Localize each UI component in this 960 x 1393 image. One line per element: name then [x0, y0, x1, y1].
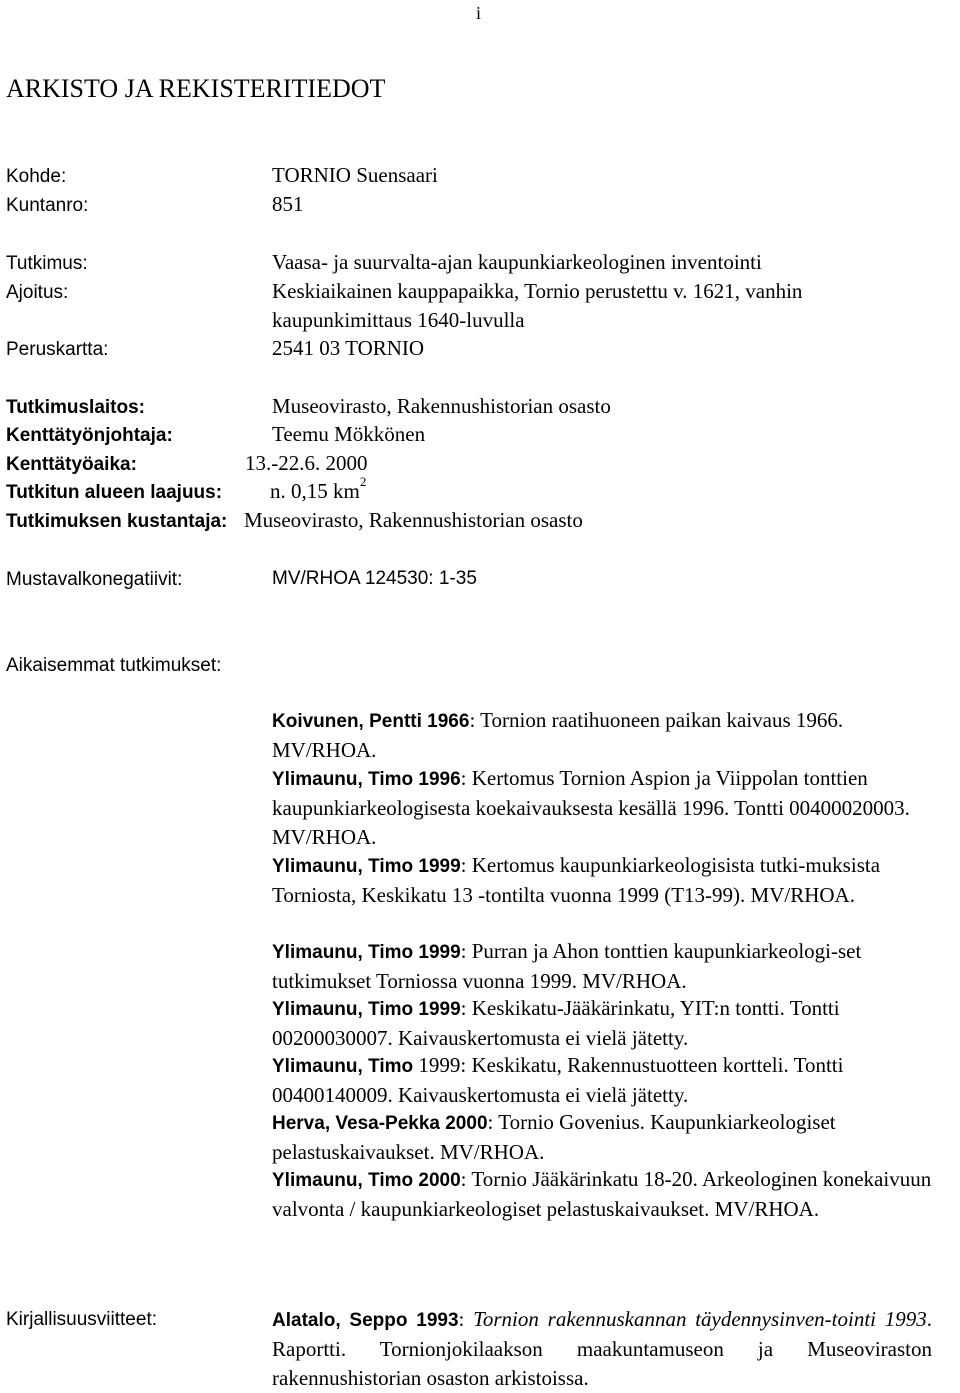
label-tutkimus: Tutkimus:: [6, 253, 88, 274]
literature-author: Alatalo, Seppo 1993: [272, 1310, 459, 1331]
value-kustantaja: Museovirasto, Rakennushistorian osasto: [244, 508, 583, 532]
label-literature: Kirjallisuusviitteet:: [6, 1309, 157, 1330]
previous-study-item: [272, 937, 932, 996]
label-ajoitus: Ajoitus:: [6, 282, 69, 303]
previous-study-text: 1999: Keskikatu, Rakennustuotteen kortteli. Tontti 00400140009. Kaivauskertomusta ei vielä jätetty.: [272, 1053, 844, 1107]
label-negatiivit: Mustavalkonegatiivit:: [6, 569, 183, 590]
value-laajuus-sup: 2: [359, 474, 367, 489]
previous-study-author: Koivunen, Pentti 1966: [272, 711, 470, 732]
previous-study-author: Ylimaunu, Timo 1999: [272, 856, 461, 877]
previous-study-item: [272, 706, 932, 765]
value-ajoitus-line1: Keskiaikainen kauppapaikka, Tornio perustettu v. 1621, vanhin: [272, 279, 803, 303]
label-kuntanro: Kuntanro:: [6, 195, 89, 216]
page-number: i: [476, 3, 482, 23]
value-kenttatyoaika: 13.-22.6. 2000: [245, 451, 368, 475]
previous-study-text: : Keskikatu-Jääkärinkatu, YIT:n tontti. Tontti 00200030007. Kaivauskertomusta ei vielä jätetty.: [272, 996, 840, 1050]
label-previous-studies: Aikaisemmat tutkimukset:: [6, 655, 222, 676]
label-peruskartta: Peruskartta:: [6, 339, 109, 360]
previous-study-item: [272, 1051, 932, 1110]
literature-rest: . Raportti. Tornionjokilaakson maakuntamuseon ja Museoviraston rakennushistorian osaston arkistoissa.: [272, 1307, 932, 1390]
previous-study-author: Herva, Vesa-Pekka 2000: [272, 1113, 488, 1134]
literature-title: Tornion rakennuskannan täydennysinven-tointi 1993: [473, 1307, 927, 1331]
value-tutkimus: Vaasa- ja suurvalta-ajan kaupunkiarkeologinen inventointi: [272, 250, 762, 274]
literature-reference: [272, 1305, 932, 1393]
label-kohde: Kohde:: [6, 166, 67, 187]
label-kenttatyonjohtaja: Kenttätyönjohtaja:: [6, 425, 173, 446]
previous-study-item: [272, 764, 932, 852]
previous-study-author: Ylimaunu, Timo 2000: [272, 1170, 461, 1191]
previous-study-item: [272, 1165, 932, 1224]
previous-study-text: : Tornio Jääkärinkatu 18-20. Arkeologinen konekaivuun valvonta / kaupunkiarkeologiset pelastuskaivaukset. MV/RHOA.: [272, 1167, 932, 1221]
value-kuntanro: 851: [272, 192, 304, 216]
value-tutkimuslaitos: Museovirasto, Rakennushistorian osasto: [272, 394, 611, 418]
value-laajuus: [270, 474, 367, 503]
previous-study-text: : Kertomus kaupunkiarkeologisista tutki-muksista Torniosta, Keskikatu 13 -tontilta vuonna 1999 (T13-99). MV/RHOA.: [272, 853, 881, 907]
previous-study-item: [272, 851, 932, 910]
previous-study-author: Ylimaunu, Timo 1999: [272, 999, 461, 1020]
value-negatiivit: MV/RHOA 124530: 1-35: [272, 568, 477, 589]
label-kenttatyoaika: Kenttätyöaika:: [6, 454, 137, 475]
previous-study-item: [272, 1108, 932, 1167]
previous-study-text: : Kertomus Tornion Aspion ja Viippolan tonttien kaupunkiarkeologisesta koekaivauksesta kesällä 1996. Tontti 00400020003. MV/RHOA.: [272, 766, 910, 849]
previous-study-text: : Purran ja Ahon tonttien kaupunkiarkeologi-set tutkimukset Torniossa vuonna 1999. MV/RHOA.: [272, 939, 862, 993]
previous-study-text: : Tornio Govenius. Kaupunkiarkeologiset pelastuskaivaukset. MV/RHOA.: [272, 1110, 836, 1164]
value-laajuus-text: n. 0,15 km: [270, 479, 360, 503]
previous-study-text: : Tornion raatihuoneen paikan kaivaus 1966. MV/RHOA.: [272, 708, 844, 762]
page-title: ARKISTO JA REKISTERITIEDOT: [6, 74, 386, 103]
value-kohde: TORNIO Suensaari: [272, 163, 438, 187]
previous-study-author: Ylimaunu, Timo 1999: [272, 942, 461, 963]
value-ajoitus-line2: kaupunkimittaus 1640-luvulla: [272, 308, 525, 332]
previous-study-item: [272, 994, 932, 1053]
label-kustantaja: Tutkimuksen kustantaja:: [6, 511, 228, 532]
previous-study-author: Ylimaunu, Timo: [272, 1056, 414, 1077]
label-tutkimuslaitos: Tutkimuslaitos:: [6, 397, 145, 418]
value-peruskartta: 2541 03 TORNIO: [272, 336, 425, 360]
previous-study-author: Ylimaunu, Timo 1996: [272, 769, 461, 790]
label-laajuus: Tutkitun alueen laajuus:: [6, 482, 223, 503]
value-kenttatyonjohtaja: Teemu Mökkönen: [272, 422, 426, 446]
literature-sep: :: [458, 1307, 474, 1331]
